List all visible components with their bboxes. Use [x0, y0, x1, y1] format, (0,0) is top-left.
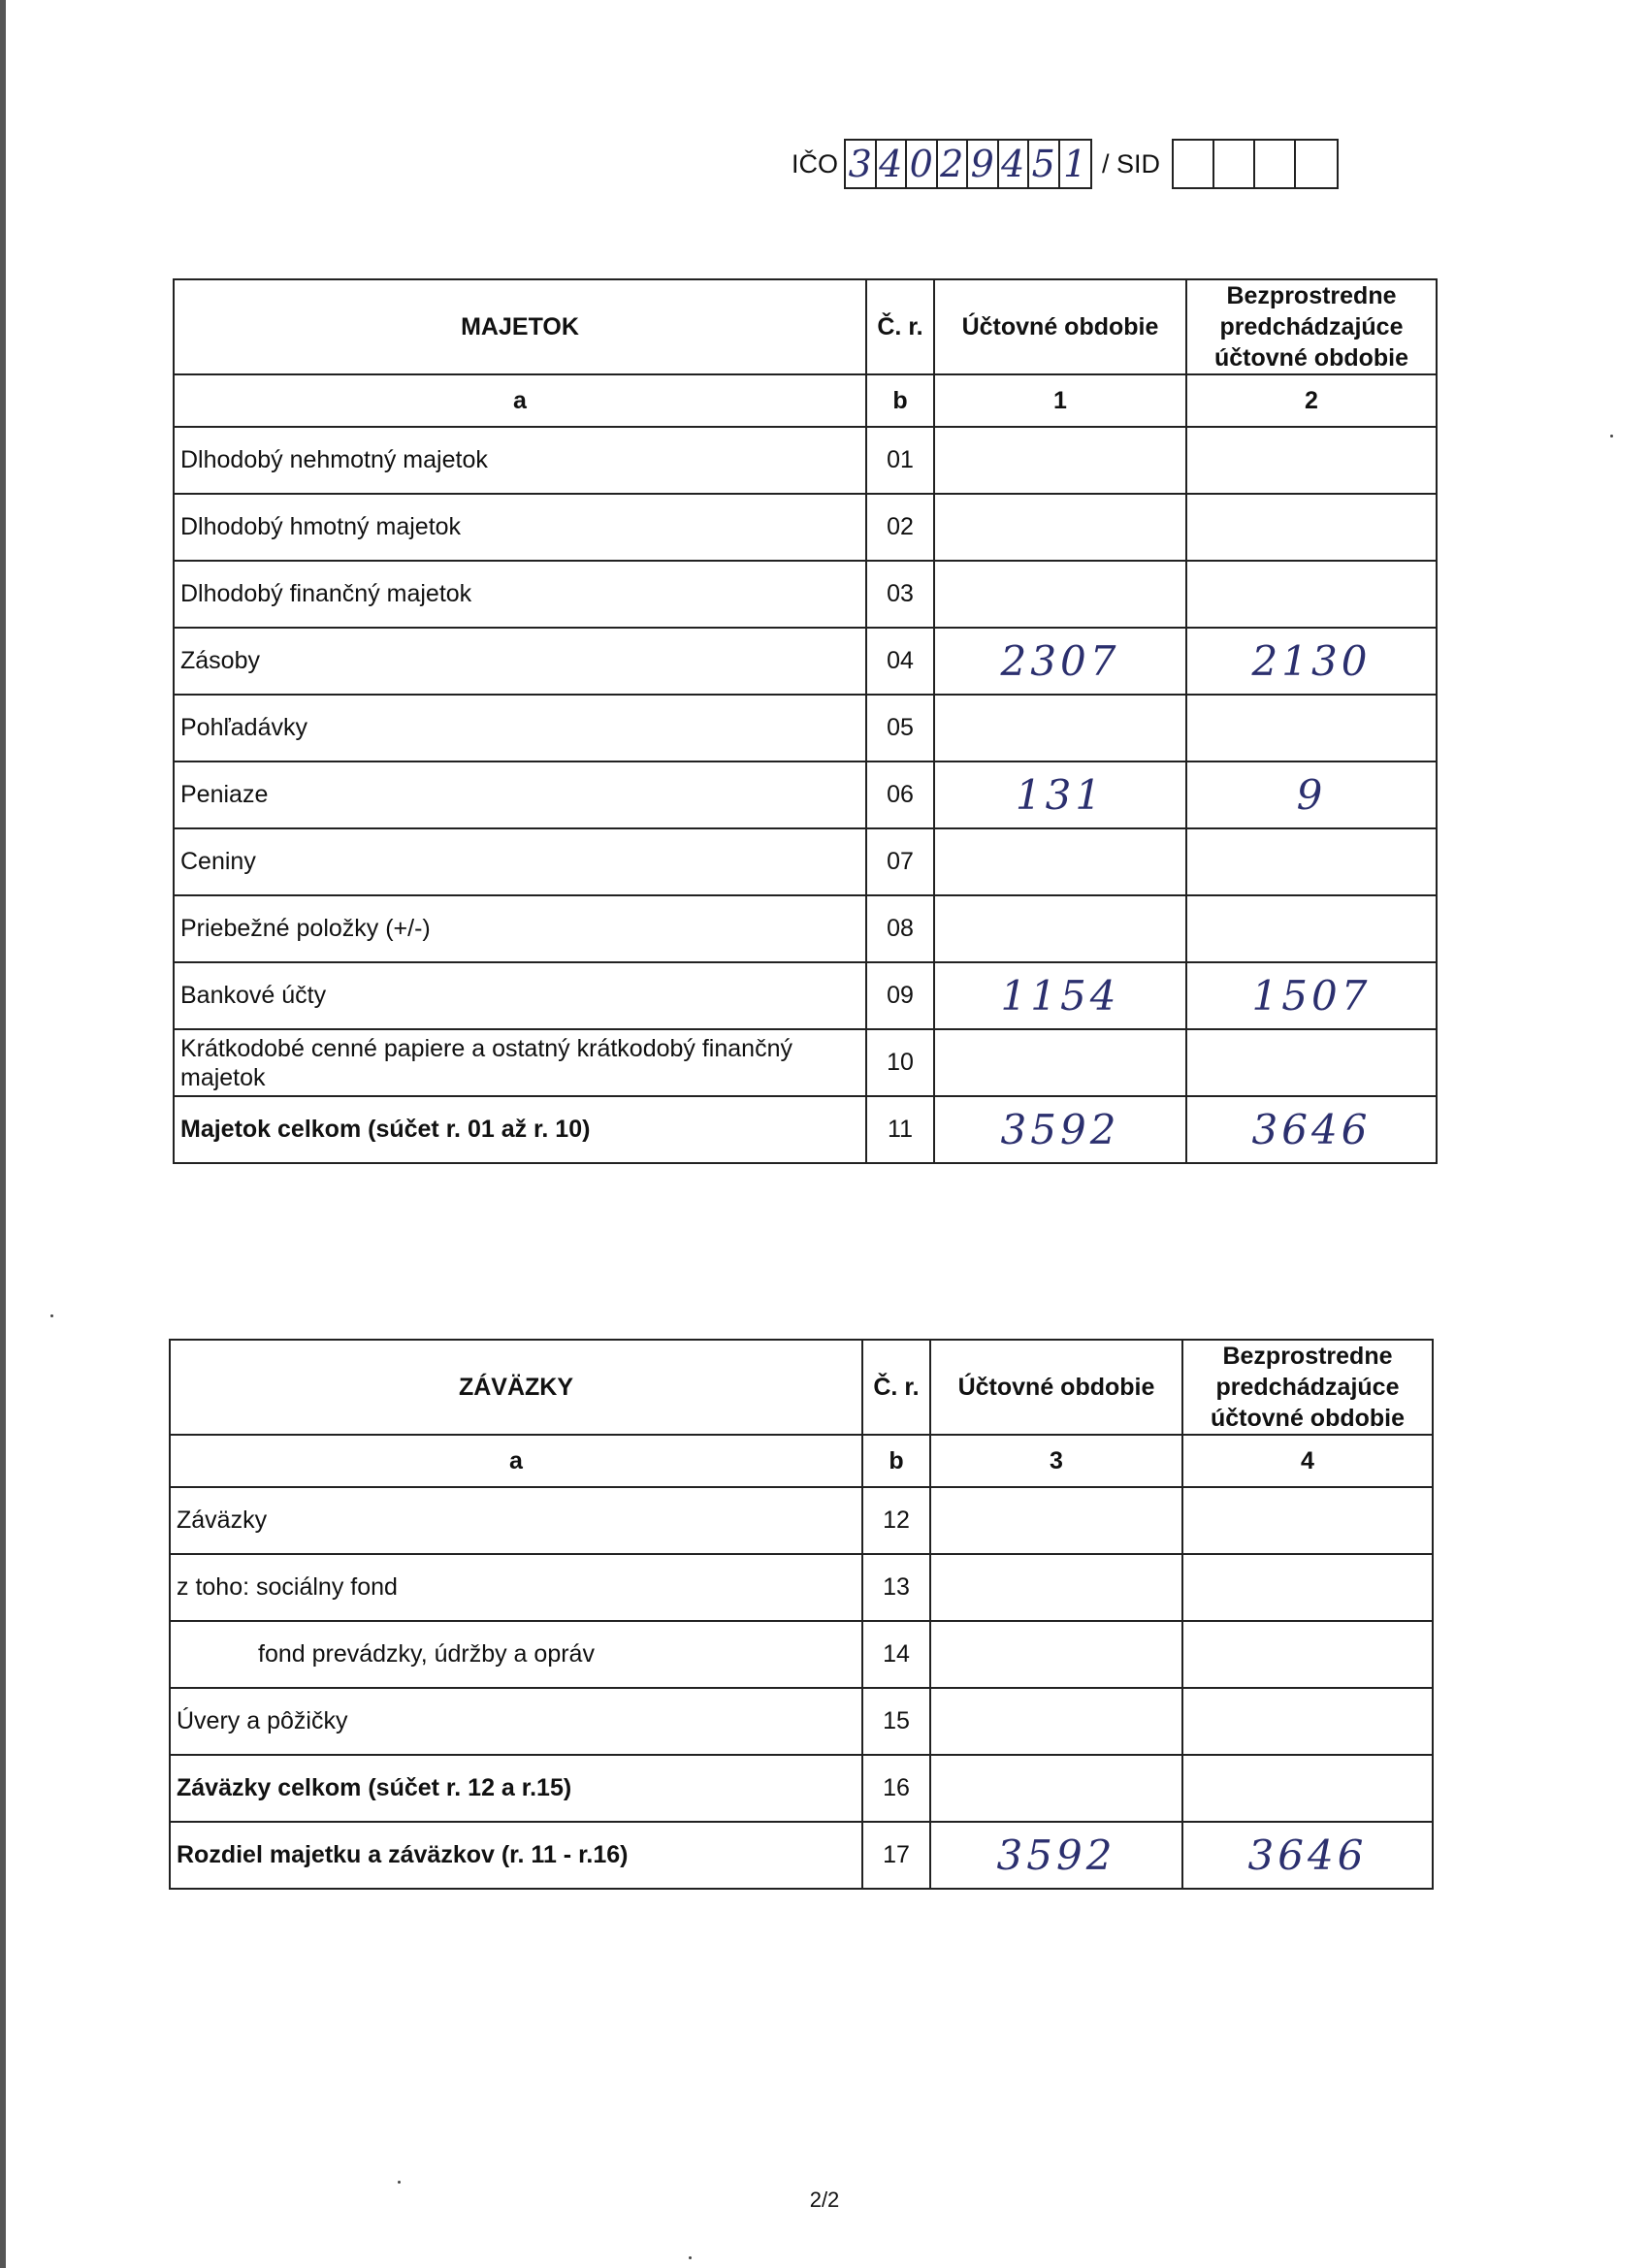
row-label: Peniaze [174, 761, 866, 828]
zavazky-table [169, 1339, 1434, 1890]
current-value: 1154 [934, 962, 1186, 1029]
current-value [934, 494, 1186, 561]
ico-digit: 5 [1029, 141, 1060, 187]
current-value [934, 427, 1186, 494]
current-value [930, 1688, 1182, 1755]
table-row [174, 628, 1437, 695]
previous-period-header: Bezprostredne predchádzajúce účtovné obdobie [1186, 279, 1437, 374]
current-period-header: Účtovné obdobie [930, 1340, 1182, 1435]
table-row-total [174, 1096, 1437, 1163]
previous-value: 2130 [1186, 628, 1437, 695]
scan-speck [398, 2181, 401, 2184]
col-4: 4 [1182, 1435, 1433, 1487]
row-label: Úvery a pôžičky [170, 1688, 862, 1755]
previous-value [1182, 1621, 1433, 1688]
ico-boxes [844, 139, 1092, 189]
current-value [934, 561, 1186, 628]
table-row [174, 828, 1437, 895]
row-label: z toho: sociálny fond [170, 1554, 862, 1621]
row-number: 12 [862, 1487, 930, 1554]
table-row [174, 427, 1437, 494]
current-value [930, 1487, 1182, 1554]
row-number: 04 [866, 628, 934, 695]
scan-speck [689, 2256, 692, 2259]
majetok-subheader-row [174, 374, 1437, 427]
col-a: a [174, 374, 866, 427]
row-label: Záväzky celkom (súčet r. 12 a r.15) [170, 1755, 862, 1822]
ico-digit: 1 [1063, 143, 1087, 185]
current-value: 3592 [934, 1096, 1186, 1163]
zavazky-header-row [170, 1340, 1433, 1435]
previous-value [1182, 1487, 1433, 1554]
table-row [174, 494, 1437, 561]
current-value: 3592 [930, 1822, 1182, 1889]
row-label: Bankové účty [174, 962, 866, 1029]
current-value [930, 1621, 1182, 1688]
previous-period-header: Bezprostredne predchádzajúce účtovné obdobie [1182, 1340, 1433, 1435]
ico-digit: 3 [846, 141, 877, 187]
row-no-header: Č. r. [862, 1340, 930, 1435]
row-label: Pohľadávky [174, 695, 866, 761]
current-period-header: Účtovné obdobie [934, 279, 1186, 374]
table-row [174, 962, 1437, 1029]
row-label: Zásoby [174, 628, 866, 695]
row-label: Záväzky [170, 1487, 862, 1554]
table-row [170, 1621, 1433, 1688]
row-number: 16 [862, 1755, 930, 1822]
row-label: Krátkodobé cenné papiere a ostatný krátkodobý finančný majetok [174, 1029, 866, 1096]
previous-value [1186, 494, 1437, 561]
zavazky-title: ZÁVÄZKY [170, 1340, 862, 1435]
sid-digit [1214, 141, 1255, 187]
previous-value: 9 [1186, 761, 1437, 828]
previous-value [1186, 561, 1437, 628]
table-row [174, 761, 1437, 828]
majetok-title: MAJETOK [174, 279, 866, 374]
ico-digit: 0 [907, 141, 938, 187]
row-label: Priebežné položky (+/-) [174, 895, 866, 962]
row-number: 05 [866, 695, 934, 761]
previous-value [1186, 427, 1437, 494]
scan-edge [0, 0, 6, 2268]
previous-value [1186, 828, 1437, 895]
row-number: 11 [866, 1096, 934, 1163]
current-value [934, 828, 1186, 895]
row-label: Dlhodobý finančný majetok [174, 561, 866, 628]
row-label: Dlhodobý nehmotný majetok [174, 427, 866, 494]
previous-value: 3646 [1186, 1096, 1437, 1163]
previous-value [1182, 1554, 1433, 1621]
row-label: Rozdiel majetku a záväzkov (r. 11 - r.16) [170, 1822, 862, 1889]
previous-value [1182, 1688, 1433, 1755]
col-1: 1 [934, 374, 1186, 427]
table-row [170, 1688, 1433, 1755]
sid-label: / SID [1102, 148, 1161, 178]
row-label: Majetok celkom (súčet r. 01 až r. 10) [174, 1096, 866, 1163]
scan-speck [1610, 435, 1613, 437]
row-label: Dlhodobý hmotný majetok [174, 494, 866, 561]
majetok-header-row [174, 279, 1437, 374]
sid-digit [1296, 141, 1337, 187]
sid-boxes [1172, 139, 1339, 189]
row-no-header: Č. r. [866, 279, 934, 374]
current-value [930, 1755, 1182, 1822]
row-number: 10 [866, 1029, 934, 1096]
table-row [174, 895, 1437, 962]
majetok-table [173, 278, 1438, 1164]
row-number: 13 [862, 1554, 930, 1621]
row-label: fond prevádzky, údržby a opráv [170, 1621, 862, 1688]
zavazky-subheader-row [170, 1435, 1433, 1487]
row-number: 15 [862, 1688, 930, 1755]
sid-digit [1255, 141, 1296, 187]
col-b: b [866, 374, 934, 427]
previous-value [1182, 1755, 1433, 1822]
previous-value [1186, 895, 1437, 962]
current-value [930, 1554, 1182, 1621]
current-value: 131 [934, 761, 1186, 828]
table-row-difference [170, 1822, 1433, 1889]
row-number: 14 [862, 1621, 930, 1688]
ico-label: IČO [792, 148, 839, 178]
row-number: 06 [866, 761, 934, 828]
table-row [174, 695, 1437, 761]
previous-value [1186, 1029, 1437, 1096]
table-row [170, 1487, 1433, 1554]
previous-value: 1507 [1186, 962, 1437, 1029]
row-number: 02 [866, 494, 934, 561]
row-number: 08 [866, 895, 934, 962]
table-row [170, 1554, 1433, 1621]
row-number: 01 [866, 427, 934, 494]
col-3: 3 [930, 1435, 1182, 1487]
ico-digit: 4 [999, 141, 1030, 187]
scan-speck [50, 1314, 53, 1317]
row-number: 03 [866, 561, 934, 628]
previous-value: 3646 [1182, 1822, 1433, 1889]
col-2: 2 [1186, 374, 1437, 427]
col-b: b [862, 1435, 930, 1487]
ico-digit: 9 [968, 141, 999, 187]
row-label: Ceniny [174, 828, 866, 895]
row-number: 17 [862, 1822, 930, 1889]
ico-sid-header [792, 139, 1339, 189]
table-row [174, 1029, 1437, 1096]
current-value [934, 695, 1186, 761]
ico-digit: 2 [938, 141, 969, 187]
sid-digit [1174, 141, 1214, 187]
row-number: 07 [866, 828, 934, 895]
row-number: 09 [866, 962, 934, 1029]
col-a: a [170, 1435, 862, 1487]
current-value [934, 1029, 1186, 1096]
table-row [174, 561, 1437, 628]
ico-digit: 4 [877, 141, 908, 187]
page-number: 2/2 [809, 2187, 840, 2212]
current-value: 2307 [934, 628, 1186, 695]
table-row-total [170, 1755, 1433, 1822]
previous-value [1186, 695, 1437, 761]
current-value [934, 895, 1186, 962]
